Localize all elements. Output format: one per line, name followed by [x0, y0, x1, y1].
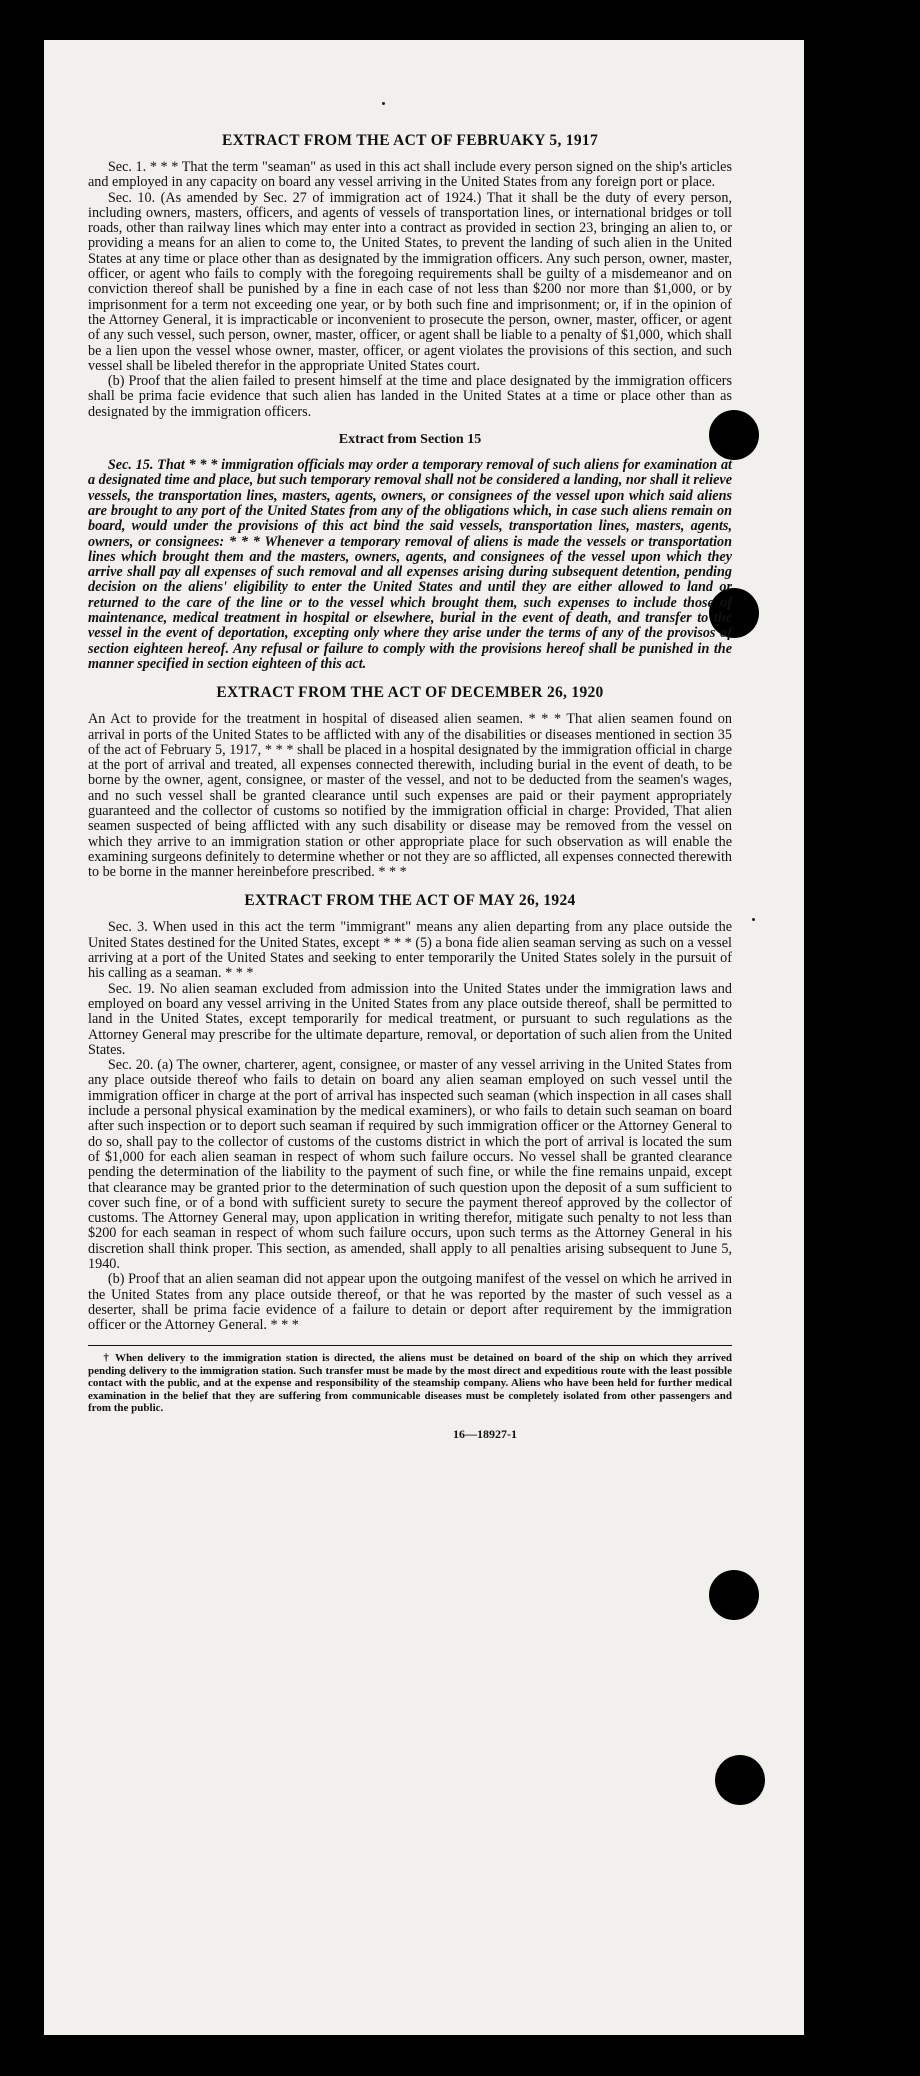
punch-hole — [715, 1755, 765, 1805]
section-heading-1917: EXTRACT FROM THE ACT OF FEBRUAKY 5, 1917 — [222, 132, 598, 149]
paragraph-act-1920: An Act to provide for the treatment in hospital of diseased alien seamen. * * * That alien seamen found on arrival in ports of the United States to be afflicted with any of the disabilities or diseases mentioned in section 35 of the act of February 5, 1917, * * * shall be placed in a hospital designated by the immigration official in charge at the port of arrival and treated, all expenses connected therewith, including burial in the event of death, to be borne by the owner, agent, consignee, or master of the vessel, and not to be deducted from the seamen's wages, and no such vessel shall be granted clearance until such expenses are paid or their payment appropriately guaranteed and the collector of customs so notified by the immigration official in charge: Provided, That alien seamen suspected of being afflicted with any such disability or disease may be removed from the vessel on which they arrive to an immigration station or other appropriate place for such observation as will enable the examining surgeons definitely to determine whether or not they are so afflicted, all expenses connected therewith to be borne in the manner hereinbefore prescribed. * * * — [88, 711, 732, 881]
paragraph-sec19: Sec. 19. No alien seaman excluded from admission into the United States under the immigration laws and employed on board any vessel arriving in the United States from any place outside thereof, shall be permitted to land in the United States, except temporarily for medical treatment, or pursuant to such regulations as the Attorney General may prescribe for the ultimate departure, removal, or deportation of such alien from the United States. — [88, 980, 732, 1058]
footnote-divider — [88, 1345, 732, 1346]
document-body — [88, 132, 732, 1442]
punch-hole — [709, 1570, 759, 1620]
subheading-section-15: Extract from Section 15 — [338, 432, 482, 448]
paragraph-sec20b: (b) Proof that an alien seaman did not appear upon the outgoing manifest of the vessel on which he arrived in the United States from any place outside thereof, or that he was reported by the master of such vessel as a deserter, shall be prima facie evidence of a failure to detain or deport after requirement by the immigration officer or the Attorney General. * * * — [88, 1271, 732, 1334]
paragraph-sec1: Sec. 1. * * * That the term "seaman" as used in this act shall include every person signed on the ship's articles and employed in any capacity on board any vessel arriving in the United States from any foreign port or place. — [88, 159, 732, 191]
paragraph-sec10b: (b) Proof that the alien failed to present himself at the time and place designated by the immigration officers shall be prima facie evidence that such alien has landed in the United States at a time or place other than as designated by the immigration officers. — [88, 373, 732, 420]
paragraph-sec3: Sec. 3. When used in this act the term "immigrant" means any alien departing from any place outside the United States destined for the United States, except * * * (5) a bona fide alien seaman serving as such on a vessel arriving at a port of the United States and seeking to enter temporarily the United States solely in the pursuit of his calling as a seaman. * * * — [88, 919, 732, 982]
section-heading-1924: EXTRACT FROM THE ACT OF MAY 26, 1924 — [244, 892, 576, 910]
paragraph-sec15: Sec. 15. That * * * immigration officials may order a temporary removal of such aliens for examination at a designated time and place, but such temporary removal shall not be considered a landing, nor shall it relieve vessels, the transportation lines, masters, agents, owners, or consignees of the vessel upon which said aliens are brought to any port of the United States from any of the obligations which, in case such aliens remain on board, would under the provisions of this act bind the said vessels, transportation lines, masters, agents, owners, or consignees: * * * Whenever a temporary removal of aliens is made the vessels or transportation lines which brought them and the masters, owners, agents, and consignees of the vessel upon which they arrive shall pay all expenses of such removal and all expenses arising during subsequent detention, pending decision on the aliens' eligibility to enter the United States and until they are either allowed to land or returned to the care of the line or to the vessel which brought them, such expenses to include those of maintenance, medical treatment in hospital or elsewhere, burial in the event of death, and transfer to the vessel in the event of deportation, excepting only where they arise under the terms of any of the provisos of section eighteen hereof. Any refusal or failure to comply with the provisions hereof shall be punished in the manner specified in section eighteen of this act. — [88, 457, 732, 672]
footnote: † When delivery to the immigration station is directed, the aliens must be detained on board of the ship on which they arrived pending delivery to the immigration station. Such transfer must be made by the most direct and expeditious route with the least possible contact with the public, and at the expense and responsibility of the steamship company. Aliens who have been held for further medical examination in the belief that they are suffering from communicable diseases must be completely isolated from other passengers and from the public. — [88, 1352, 732, 1415]
paragraph-sec20a: Sec. 20. (a) The owner, charterer, agent, consignee, or master of any vessel arriving in the United States from any place outside thereof who fails to detain on board any alien seaman employed on such vessel until the immigration officer in charge at the port of arrival has inspected such seaman (which inspection in all cases shall include a personal physical examination by the medical examiners), or who fails to detain such seaman on board after such inspection or to deport such seaman if required by such immigration officer or the Attorney General to do so, shall pay to the collector of customs of the customs district in which the port of arrival is located the sum of $1,000 for each alien seaman in respect of whom such failure occurs. No vessel shall be granted clearance pending the determination of the liability to the payment of such fine, or while the fine remains unpaid, except that clearance may be granted prior to the determination of such question upon the deposit of a sum sufficient to cover such fine, or of a bond with sufficient surety to secure the payment thereof approved by the collector of customs. The Attorney General may, upon application in writing therefor, mitigate such penalty to not less than $200 for each seaman in respect of whom such failure occurs, upon such terms as the Attorney General in his discretion shall think proper. This section, as amended, shall apply to all penalties arising subsequent to June 5, 1940. — [88, 1057, 732, 1272]
paragraph-sec10: Sec. 10. (As amended by Sec. 27 of immigration act of 1924.) That it shall be the duty of every person, including owners, masters, officers, and agents of vessels of transportation lines, or international bridges or toll roads, other than railway lines which may enter into a contract as provided in section 23, bringing an alien to, or providing a means for an alien to come to, the United States, to prevent the landing of such alien in the United States at any time or place other than as designated by the immigration officers. Any such person, owner, master, officer, or agent who fails to comply with the foregoing requirements shall be guilty of a misdemeanor and on conviction thereof shall be punished by a fine in each case of not less than $200 nor more than $1,000, or by imprisonment for a term not exceeding one year, or by both such fine and imprisonment; or, if in the opinion of the Attorney General, it is impracticable or inconvenient to prosecute the person, owner, master, officer, or agent of any such vessel, such person, owner, master, officer, or agent shall be liable to a penalty of $1,000, which shall be a lien upon the vessel whose owner, master, officer, or agent violates the provisions of this section, and such vessel shall be libeled therefor in the appropriate United States court. — [88, 189, 732, 374]
speck — [382, 102, 385, 105]
form-number: 16—18927-1 — [453, 1426, 517, 1441]
speck — [752, 918, 755, 921]
section-heading-1920: EXTRACT FROM THE ACT OF DECEMBER 26, 1920 — [216, 684, 604, 702]
